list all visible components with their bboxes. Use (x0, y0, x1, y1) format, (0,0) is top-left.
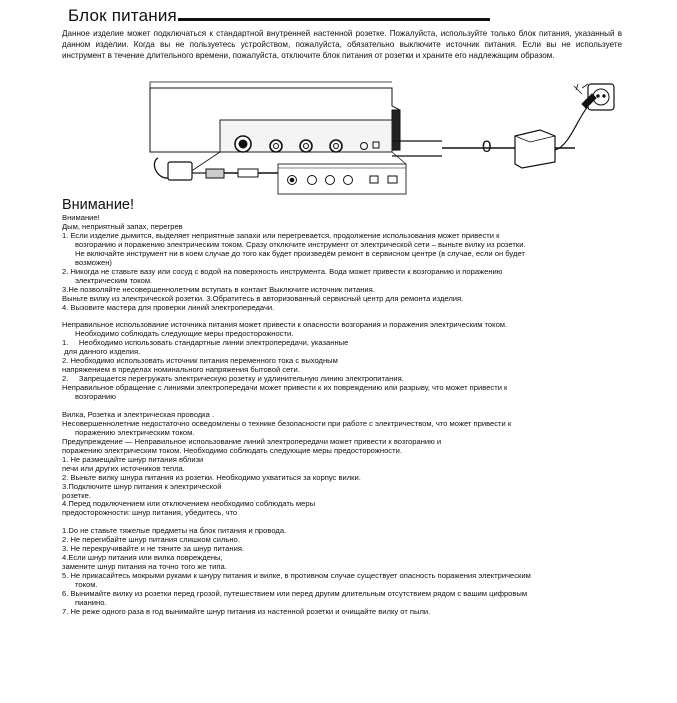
warning-body (62, 214, 634, 617)
body-line: замените шнур питания на точно того же типа. (62, 562, 227, 572)
body-line: Выньте вилку из электрической розетки. 3.Обратитесь в авторизованный сервисный центр для ремонта изделия. (62, 293, 464, 303)
body-line: возгоранию и поражению электрическим током. Сразу отключите инструмент от электрической сети – выньте вилку из розетки. (75, 239, 526, 249)
body-line: 3.Не позволяйте несовершеннолетним вступать в контакт Выключите источник питания. (62, 284, 375, 294)
body-line: Неправильное обращение с линиями электропередачи может привести к их повреждению или разрыву, что может привести к (62, 383, 508, 393)
body-line: Внимание! (62, 213, 100, 222)
body-line: 1. Не размещайте шнур питания вблизи (62, 454, 204, 464)
body-line: 2. Необходимо использовать источник питания переменного тока с выходным (62, 356, 338, 366)
body-line: предосторожности: шнур питания, убедитесь, что (62, 508, 238, 518)
body-line: 6. Вынимайте вилку из розетки перед грозой, путешествием или перед другим длительным отсутствием рядом с вашим цифровым (62, 588, 528, 598)
body-line: Не включайте инструмент ни в коем случае до того как будет произведём ремонт в сервисном центре (в случае, если он будет (75, 248, 525, 258)
body-line: током. (75, 580, 98, 590)
body-line: 4.Перед подключением или отключением необходимо соблюдать меры (62, 499, 316, 509)
power-connection-illustration (130, 76, 620, 198)
body-line: для данного изделия. (62, 347, 141, 357)
body-line: возгоранию (75, 392, 116, 402)
body-line: поражению электрическим током. Необходимо соблюдать следующие меры предосторожности. (62, 445, 402, 455)
warning-heading: Внимание! (62, 197, 135, 213)
body-line: Неправильное использование источника питания может привести к опасности возгорания и поражения электрическим током. (62, 320, 508, 330)
body-line: 7. Не реже одного раза в год вынимайте шнур питания из настенной розетки и очищайте вилку от пыли. (62, 606, 431, 616)
body-line: Вилка, Розетка и электрическая проводка . (62, 409, 215, 419)
body-line: 1. Если изделие дымится, выделяет неприятные запахи или перегревается, продолжение использования может привести к (62, 230, 500, 240)
body-line: электрическим током. (75, 275, 153, 285)
body-line: Дым, неприятный запах, перегрев (62, 221, 183, 231)
body-line: 1. Необходимо использовать стандартные линии электропередачи, указанные (62, 338, 349, 348)
figure-label: 0 (482, 137, 492, 156)
body-line: розетке. (62, 490, 91, 500)
body-line: Предупреждение — Неправильное использование линий электропередачи может привести к возгоранию и (62, 436, 442, 446)
intro-paragraph: Данное изделие может подключаться к стандартной внутренней настенной розетке. Пожалуйста, используйте только блок питания, указанный в данном изделии. Когда вы не пользуетесь устройством, пожалуйста, обязательно выключите источник питания. Если вы не используете инструмент в течение длительного времени, пожалуйста, отключите блок питания от розетки и храните его надлежащим образом. (62, 29, 622, 60)
body-line: напряжением в пределах номинального напряжения бытовой сети. (62, 365, 300, 375)
body-line: поражению электрическим током. (75, 427, 195, 437)
body-line: 4. Вызовите мастера для проверки линий электропередачи. (62, 302, 275, 312)
body-line: 2. Никогда не ставьте вазу или сосуд с водой на поверхность инструмента. Вода может привести к возгоранию и поражению (62, 266, 503, 276)
body-line: Необходимо соблюдать следующие меры предосторожности. (75, 329, 294, 339)
power-adapter (515, 130, 555, 168)
body-line: 2. Выньте вилку шнура питания из розетки. Необходимо ухватиться за корпус вилки. (62, 472, 361, 482)
page-title: Блок питания (68, 6, 177, 25)
body-line: 5. Не прикасайтесь мокрыми руками к шнуру питания и вилке, в противном случае существует опасность поражения электрическим (62, 571, 531, 581)
body-line: возможен) (75, 257, 112, 267)
body-line: пианино. (75, 597, 107, 607)
body-line: 4.Если шнур питания или вилка повреждены, (62, 553, 223, 563)
body-line: печи или других источников тепла. (62, 463, 185, 473)
body-line: 3.Подключите шнур питания к электрической (62, 481, 222, 491)
title-rule (178, 18, 490, 21)
body-line: 2. Запрещается перегружать электрическую розетку и удлинительную линию электропитания. (62, 374, 404, 384)
body-line: 1.Do не ставьте тяжелые предметы на блок питания и провода. (62, 526, 287, 536)
body-line: Несовершеннолетние недостаточно осведомлены о технике безопасности при работе с электричеством, что может привести к (62, 418, 512, 428)
body-line: 2. Не перегибайте шнур питания слишком сильно. (62, 535, 240, 545)
body-line: 3. Не перекручивайте и не тяните за шнур питания. (62, 544, 245, 554)
